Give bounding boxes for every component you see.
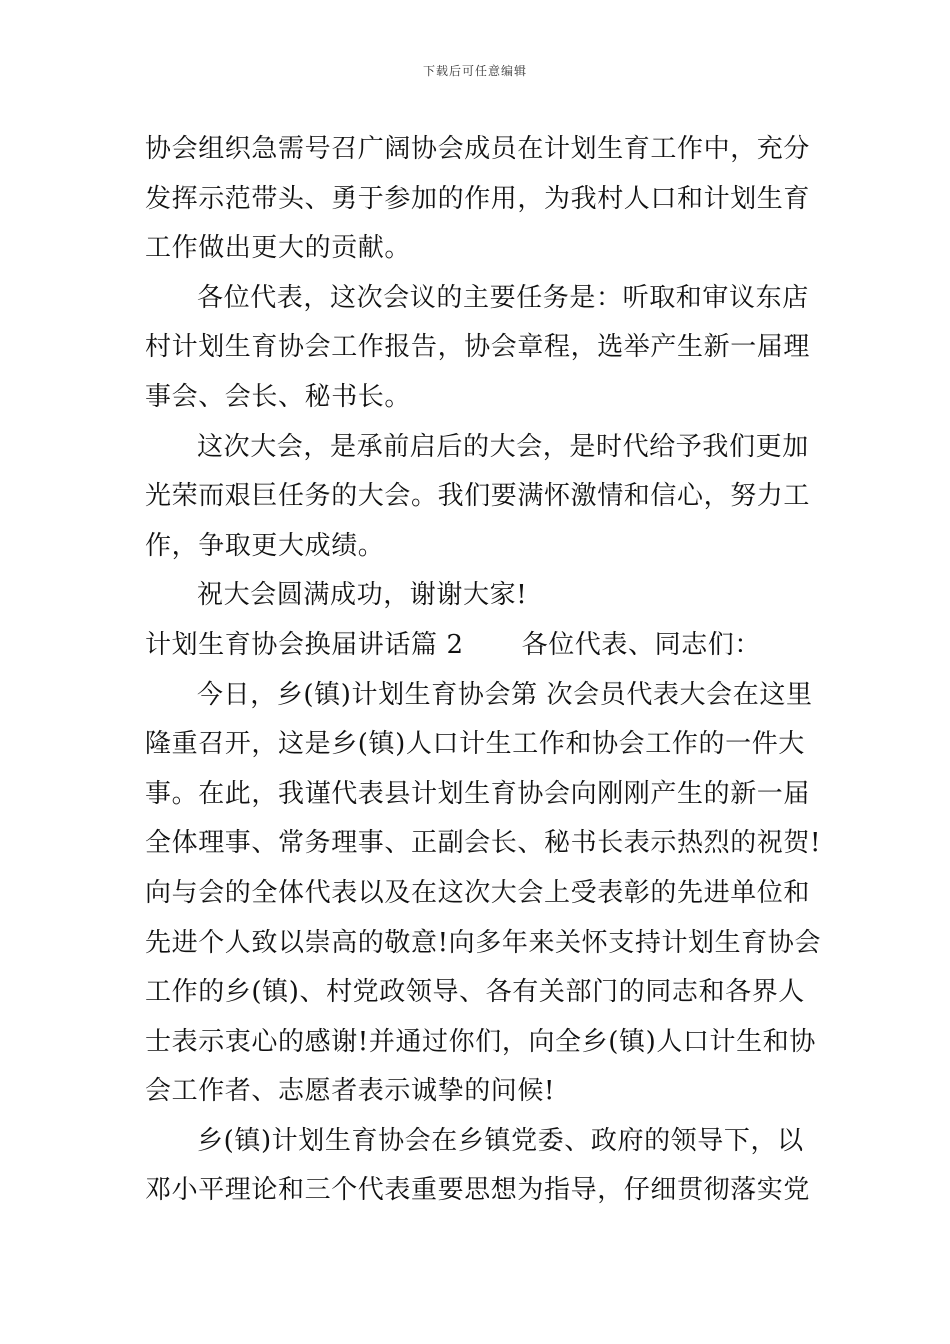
paragraph-line: 作，争取更大成绩。 bbox=[145, 530, 385, 561]
paragraph-line: 事会、会长、秘书长。 bbox=[145, 381, 412, 412]
paragraph-line: 今日，乡(镇)计划生育协会第 次会员代表大会在这里 bbox=[197, 679, 813, 710]
paragraph-line: 全体理事、常务理事、正副会长、秘书长表示热烈的祝贺! bbox=[145, 828, 822, 859]
paragraph-line: 向与会的全体代表以及在这次大会上受表彰的先进单位和 bbox=[145, 877, 811, 908]
paragraph-line: 工作做出更大的贡献。 bbox=[145, 233, 412, 264]
paragraph-line: 先进个人致以崇高的敬意!向多年来关怀支持计划生育协会 bbox=[145, 927, 822, 958]
section-title: 计划生育协会换届讲话篇 2 bbox=[145, 629, 464, 660]
paragraph-line: 发挥示范带头、勇于参加的作用，为我村人口和计划生育 bbox=[145, 183, 811, 214]
document-body bbox=[145, 125, 822, 1216]
paragraph-line: 乡(镇)计划生育协会在乡镇党委、政府的领导下，以 bbox=[197, 1125, 804, 1156]
paragraph-line: 协会组织急需号召广阔协会成员在计划生育工作中，充分 bbox=[145, 134, 811, 164]
paragraph-line: 工作的乡(镇)、村党政领导、各有关部门的同志和各界人 bbox=[145, 977, 805, 1008]
paragraph-line: 士表示衷心的感谢!并通过你们，向全乡(镇)人口计生和协 bbox=[145, 1026, 816, 1057]
paragraph-line: 光荣而艰巨任务的大会。我们要满怀激情和信心，努力工 bbox=[145, 481, 811, 512]
paragraph-line: 会工作者、志愿者表示诚挚的问候! bbox=[145, 1076, 556, 1107]
paragraph-line: 事。在此，我谨代表县计划生育协会向刚刚产生的新一届 bbox=[145, 778, 811, 809]
section-heading bbox=[145, 621, 810, 671]
paragraph-line: 邓小平理论和三个代表重要思想为指导，仔细贯彻落实党 bbox=[145, 1175, 811, 1206]
page-header: 下载后可任意编辑 bbox=[422, 64, 527, 78]
paragraph-line: 各位代表，这次会议的主要任务是：听取和审议东店 bbox=[197, 282, 809, 313]
paragraph-line: 隆重召开，这是乡(镇)人口计生工作和协会工作的一件大 bbox=[145, 729, 805, 760]
section-greeting: 各位代表、同志们： bbox=[521, 629, 762, 660]
paragraph-line: 祝大会圆满成功，谢谢大家! bbox=[197, 580, 528, 611]
paragraph-line: 村计划生育协会工作报告，协会章程，选举产生新一届理 bbox=[145, 332, 811, 363]
paragraph-line: 这次大会，是承前启后的大会，是时代给予我们更加 bbox=[197, 431, 809, 462]
